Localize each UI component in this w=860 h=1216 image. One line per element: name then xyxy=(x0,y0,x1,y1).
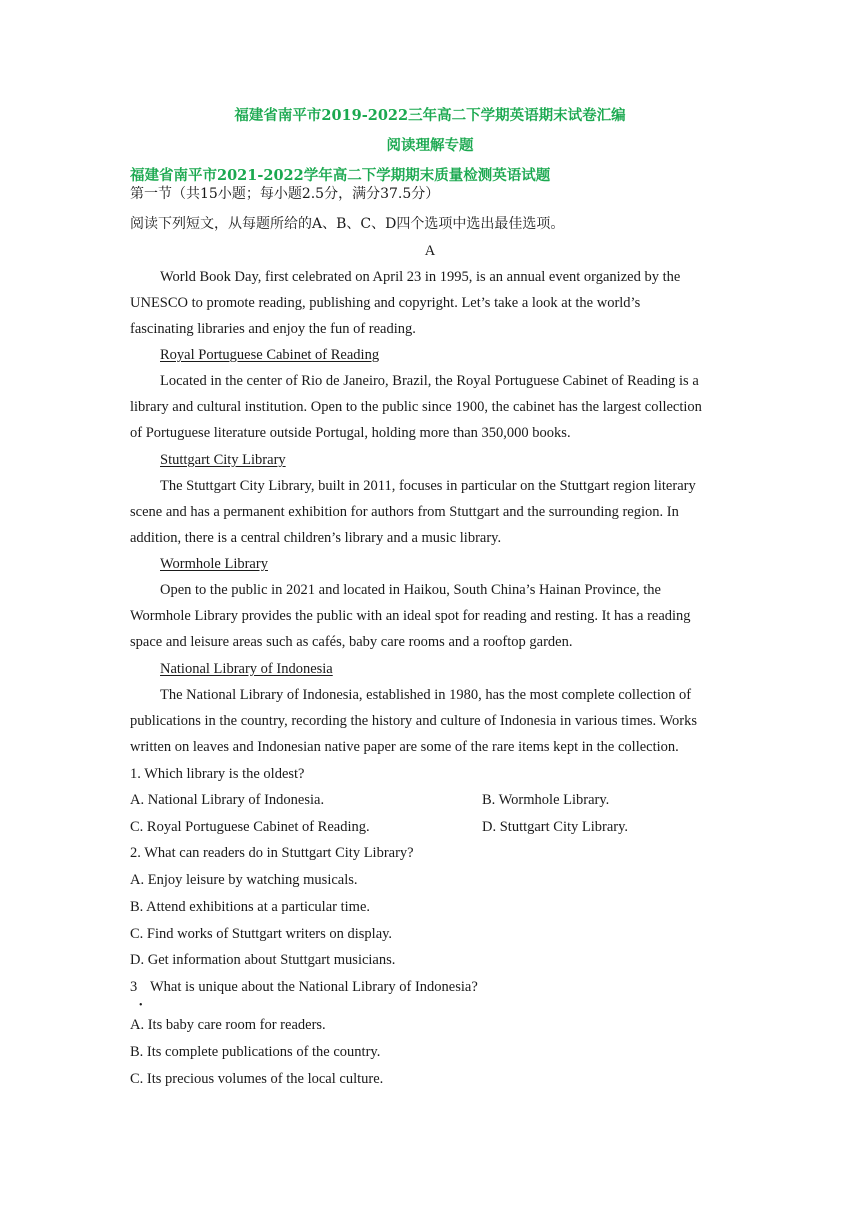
library-text-line: library and cultural institution. Open to the public since 1900, the cabinet has the largest collection xyxy=(130,399,702,415)
question-option: B. Wormhole Library. xyxy=(482,792,610,808)
question-option: A. Its baby care room for readers. xyxy=(130,1017,326,1033)
question-option: C. Find works of Stuttgart writers on display. xyxy=(130,926,393,942)
library-text-line: scene and has a permanent exhibition for authors from Stuttgart and the surrounding region. In xyxy=(130,504,679,520)
section-instruction: 阅读下列短文，从每题所给的A、B、C、D四个选项中选出最佳选项。 xyxy=(130,216,565,232)
question-option: C. Its precious volumes of the local culture. xyxy=(130,1071,384,1087)
question-option: D. Stuttgart City Library. xyxy=(482,819,629,835)
library-heading: Wormhole Library xyxy=(160,556,268,572)
library-text-line: The Stuttgart City Library, built in 2011, focuses in particular on the Stuttgart region literary xyxy=(160,478,696,494)
library-text-line: The National Library of Indonesia, established in 1980, has the most complete collection of xyxy=(160,687,692,703)
exam-title: 福建省南平市2021-2022学年高二下学期期末质量检测英语试题 xyxy=(130,167,551,184)
library-text-line: written on leaves and Indonesian native paper are some of the rare items kept in the collection. xyxy=(130,739,679,755)
section-heading: 第一节（共15小题；每小题2.5分，满分37.5分） xyxy=(130,186,440,202)
question-option: C. Royal Portuguese Cabinet of Reading. xyxy=(130,819,370,835)
question-option: B. Its complete publications of the country. xyxy=(130,1044,381,1060)
question-option: B. Attend exhibitions at a particular time. xyxy=(130,899,371,915)
question-option: D. Get information about Stuttgart musicians. xyxy=(130,952,396,968)
library-text-line: addition, there is a central children’s library and a music library. xyxy=(130,530,502,546)
question-stem: What is unique about the National Library of Indonesia? xyxy=(150,979,478,995)
passage-intro-line: UNESCO to promote reading, publishing and copyright. Let’s take a look at the world’s xyxy=(130,295,641,311)
library-text-line: publications in the country, recording the history and culture of Indonesia in various times. Works xyxy=(130,713,698,729)
passage-intro-line: fascinating libraries and enjoy the fun of reading. xyxy=(130,321,416,337)
library-heading: Royal Portuguese Cabinet of Reading xyxy=(160,347,380,363)
question-stem: 2. What can readers do in Stuttgart City Library? xyxy=(130,845,414,861)
question-option: A. National Library of Indonesia. xyxy=(130,792,325,808)
question-number-dot: • xyxy=(139,1000,143,1011)
library-text-line: Open to the public in 2021 and located in Haikou, South China’s Hainan Province, the xyxy=(160,582,661,598)
question-number: 3 xyxy=(130,979,138,995)
question-option: A. Enjoy leisure by watching musicals. xyxy=(130,872,358,888)
question-stem: 1. Which library is the oldest? xyxy=(130,766,305,782)
library-heading: National Library of Indonesia xyxy=(160,661,333,677)
library-text-line: Located in the center of Rio de Janeiro, Brazil, the Royal Portuguese Cabinet of Reading is a xyxy=(160,373,699,389)
library-text-line: space and leisure areas such as cafés, baby care rooms and a rooftop garden. xyxy=(130,634,573,650)
library-text-line: Wormhole Library provides the public with an ideal spot for reading and resting. It has a reading xyxy=(130,608,691,624)
passage-intro-line: World Book Day, first celebrated on April 23 in 1995, is an annual event organized by the xyxy=(160,269,681,285)
passage-label: A xyxy=(424,243,436,259)
document-subtitle: 阅读理解专题 xyxy=(386,137,474,154)
library-text-line: of Portuguese literature outside Portugal, holding more than 350,000 books. xyxy=(130,425,571,441)
document-title: 福建省南平市2019-2022三年高二下学期英语期末试卷汇编 xyxy=(234,107,626,124)
library-heading: Stuttgart City Library xyxy=(160,452,286,468)
